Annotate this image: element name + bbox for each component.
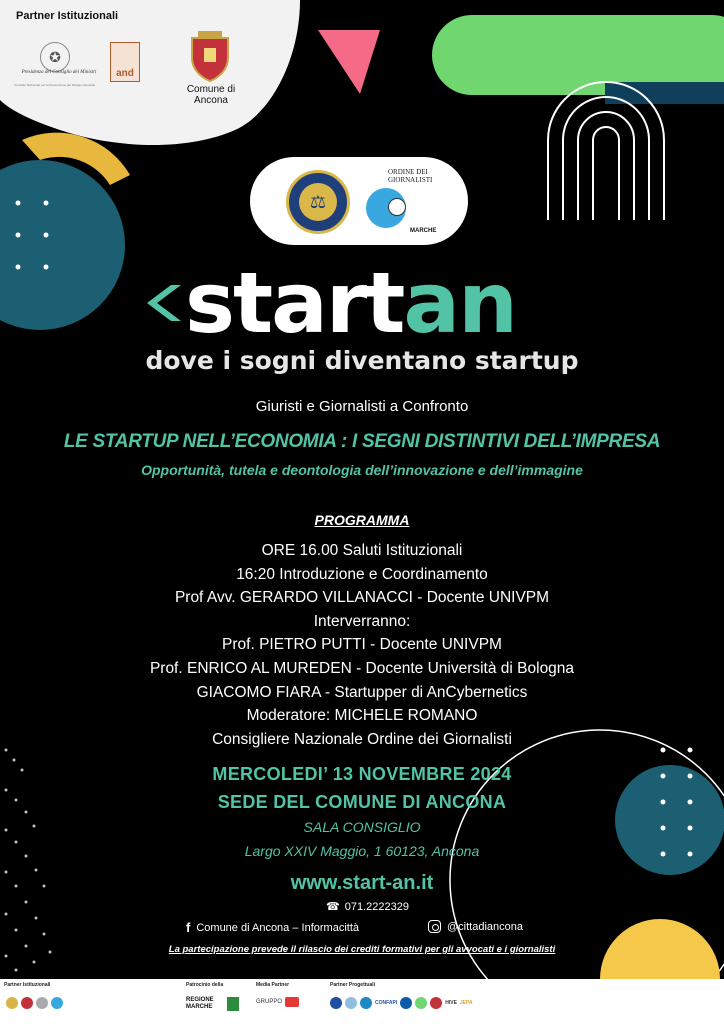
gruppo-media-logo: [256, 997, 299, 1007]
partners-institutional-label: Partner Istituzionali: [16, 10, 119, 22]
phone-contact: [326, 900, 409, 913]
event-headline: LE STARTUP NELL’ECONOMIA : I SEGNI DISTINTIVI DELL’IMPRESA: [63, 431, 661, 452]
hive-label: HIVE: [445, 1000, 457, 1006]
presidency-emblem-icon: ✪: [40, 42, 70, 72]
university-logo-icon: [36, 997, 48, 1009]
and-logo: and: [110, 42, 140, 82]
programma-title: PROGRAMMA: [314, 512, 410, 528]
programma-item: Moderatore: MICHELE ROMANO: [246, 707, 478, 725]
confapi-label: CONFAPI: [375, 1000, 398, 1006]
phone-number: 071.2222329: [344, 900, 409, 913]
instagram-handle: @cittadiancona: [447, 920, 523, 933]
presidency-caption: Presidenza del Consiglio dei Ministri: [21, 70, 97, 75]
facebook-icon: f: [186, 920, 191, 935]
partners-footer: [0, 979, 724, 1024]
credits-disclaimer: La partecipazione prevede il rilascio dei crediti formativi per gli avvocati e i giornalisti: [168, 944, 556, 955]
confindustria-logo-icon: [400, 997, 412, 1009]
logo-word-an: an: [403, 254, 516, 352]
programma-item: Consigliere Nazionale Ordine dei Giornalisti: [212, 730, 512, 748]
ordine-avvocati-seal-icon: ⚖: [286, 170, 350, 234]
programma-list: [0, 539, 724, 751]
ordine-giornalisti-logo-inner: [388, 198, 406, 216]
ordine-giornalisti-label: ORDINE DEI GIORNALISTI: [388, 168, 433, 184]
ac75-logo-icon: [430, 997, 442, 1009]
facebook-contact[interactable]: [186, 920, 359, 935]
logo-word-start: start: [185, 254, 404, 352]
instagram-icon: [428, 920, 441, 933]
footer-institutional-logos: [6, 997, 63, 1009]
programma-item: 16:20 Introduzione e Coordinamento: [236, 565, 488, 583]
chevron-left-icon: [145, 273, 185, 333]
media-partner-mark-icon: [285, 997, 299, 1007]
programma-item: Prof. ENRICO AL MUREDEN - Docente Università di Bologna: [149, 659, 575, 677]
footer-caption-media: Media Partner: [256, 982, 290, 988]
phone-icon: ☎: [326, 901, 340, 913]
programma-item: GIACOMO FIARA - Startupper di AnCybernetics: [196, 683, 528, 701]
instagram-contact[interactable]: [428, 920, 523, 933]
presidency-fine-print: Comitato Nazionale per la Prevenzione del Disagio Giovanile: [14, 83, 96, 87]
footer-caption-patrocinio: Patrocinio della: [186, 982, 224, 988]
ordine-giornalisti-region: MARCHE: [410, 228, 437, 234]
confcommercio-logo-icon: [345, 997, 357, 1009]
regione-marche-label: REGIONE MARCHE: [186, 997, 214, 1010]
comune-ancona-crest-icon: [188, 30, 232, 82]
programma-item: Interverranno:: [313, 612, 411, 630]
footer-caption-progettuali: Partner Progettuali: [330, 982, 376, 988]
event-date: MERCOLEDI’ 13 NOVEMBRE 2024: [212, 764, 512, 784]
camera-commercio-logo-icon: [51, 997, 63, 1009]
tagline: dove i sogni diventano startup: [145, 346, 579, 375]
event-room: SALA CONSIGLIO: [303, 819, 421, 835]
facebook-handle: Comune di Ancona – Informacittà: [196, 921, 359, 934]
green-partner-logo-icon: [415, 997, 427, 1009]
event-subhead: Opportunità, tutela e deontologia dell’innovazione e dell’immagine: [141, 462, 583, 478]
event-subtitle: Giuristi e Giornalisti a Confronto: [255, 398, 469, 415]
programma-item: Prof Avv. GERARDO VILLANACCI - Docente UNIVPM: [174, 589, 550, 607]
programma-item: ORE 16.00 Saluti Istituzionali: [261, 542, 463, 559]
comune-ancona-label: Comune di Ancona: [186, 84, 236, 106]
event-address: Largo XXIV Maggio, 1 60123, Ancona: [244, 843, 480, 859]
regione-marche-icon: [227, 997, 239, 1011]
startan-logo: [145, 254, 516, 352]
emblem-icon: [6, 997, 18, 1009]
event-venue: SEDE DEL COMUNE DI ANCONA: [217, 792, 507, 812]
regione-marche-logo: [186, 997, 239, 1011]
project-partners-logos: [330, 997, 473, 1009]
programma-item: Prof. PIETRO PUTTI - Docente UNIVPM: [222, 636, 502, 654]
cna-logo-icon: [360, 997, 372, 1009]
website-link[interactable]: www.start-an.it: [290, 872, 434, 894]
confartigianato-logo-icon: [330, 997, 342, 1009]
gruppo-label: GRUPPO: [256, 999, 283, 1005]
footer-caption-istituzionali: Partner Istituzionali: [4, 982, 51, 988]
crest-icon: [21, 997, 33, 1009]
jepa-label: JEPA: [459, 1000, 473, 1006]
